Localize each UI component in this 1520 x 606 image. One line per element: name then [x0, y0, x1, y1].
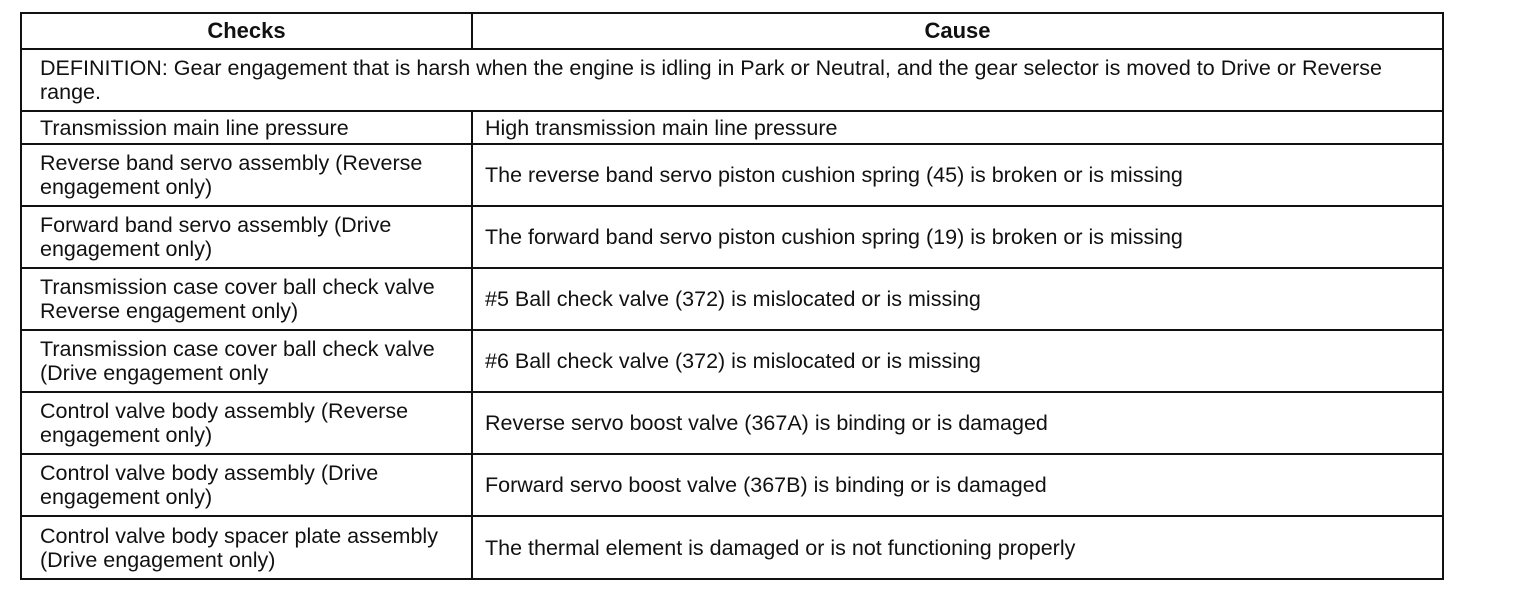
check-cell: Transmission case cover ball check valve Reverse engagement only)	[22, 268, 472, 330]
check-cell: Reverse band servo assembly (Reverse engagement only)	[22, 144, 472, 206]
definition-row	[22, 49, 1442, 111]
cause-cell: The reverse band servo piston cushion spring (45) is broken or is missing	[472, 144, 1442, 206]
table-row	[22, 454, 1442, 516]
check-cell: Forward band servo assembly (Drive engagement only)	[22, 206, 472, 268]
cause-cell: The thermal element is damaged or is not functioning properly	[472, 516, 1442, 578]
cause-cell: Forward servo boost valve (367B) is binding or is damaged	[472, 454, 1442, 516]
check-cell: Control valve body spacer plate assembly (Drive engagement only)	[22, 516, 472, 578]
check-cell: Control valve body assembly (Reverse engagement only)	[22, 392, 472, 454]
cause-cell: Reverse servo boost valve (367A) is binding or is damaged	[472, 392, 1442, 454]
header-cause: Cause	[472, 14, 1442, 49]
header-checks: Checks	[22, 14, 472, 49]
cause-cell: High transmission main line pressure	[472, 111, 1442, 144]
table-row	[22, 268, 1442, 330]
table-row	[22, 111, 1442, 144]
header-row	[22, 14, 1442, 49]
checks-cause-table	[22, 14, 1442, 578]
table-row	[22, 144, 1442, 206]
cause-cell: The forward band servo piston cushion spring (19) is broken or is missing	[472, 206, 1442, 268]
definition-text: DEFINITION: Gear engagement that is harsh when the engine is idling in Park or Neutral, and the gear selector is moved to Drive or Reverse range.	[22, 49, 1442, 111]
table-row	[22, 206, 1442, 268]
cause-cell: #6 Ball check valve (372) is mislocated or is missing	[472, 330, 1442, 392]
check-cell: Transmission main line pressure	[22, 111, 472, 144]
table-row	[22, 392, 1442, 454]
check-cell: Transmission case cover ball check valve (Drive engagement only	[22, 330, 472, 392]
check-cell: Control valve body assembly (Drive engagement only)	[22, 454, 472, 516]
diagnostic-table	[20, 12, 1444, 580]
cause-cell: #5 Ball check valve (372) is mislocated or is missing	[472, 268, 1442, 330]
table-row	[22, 330, 1442, 392]
table-row	[22, 516, 1442, 578]
